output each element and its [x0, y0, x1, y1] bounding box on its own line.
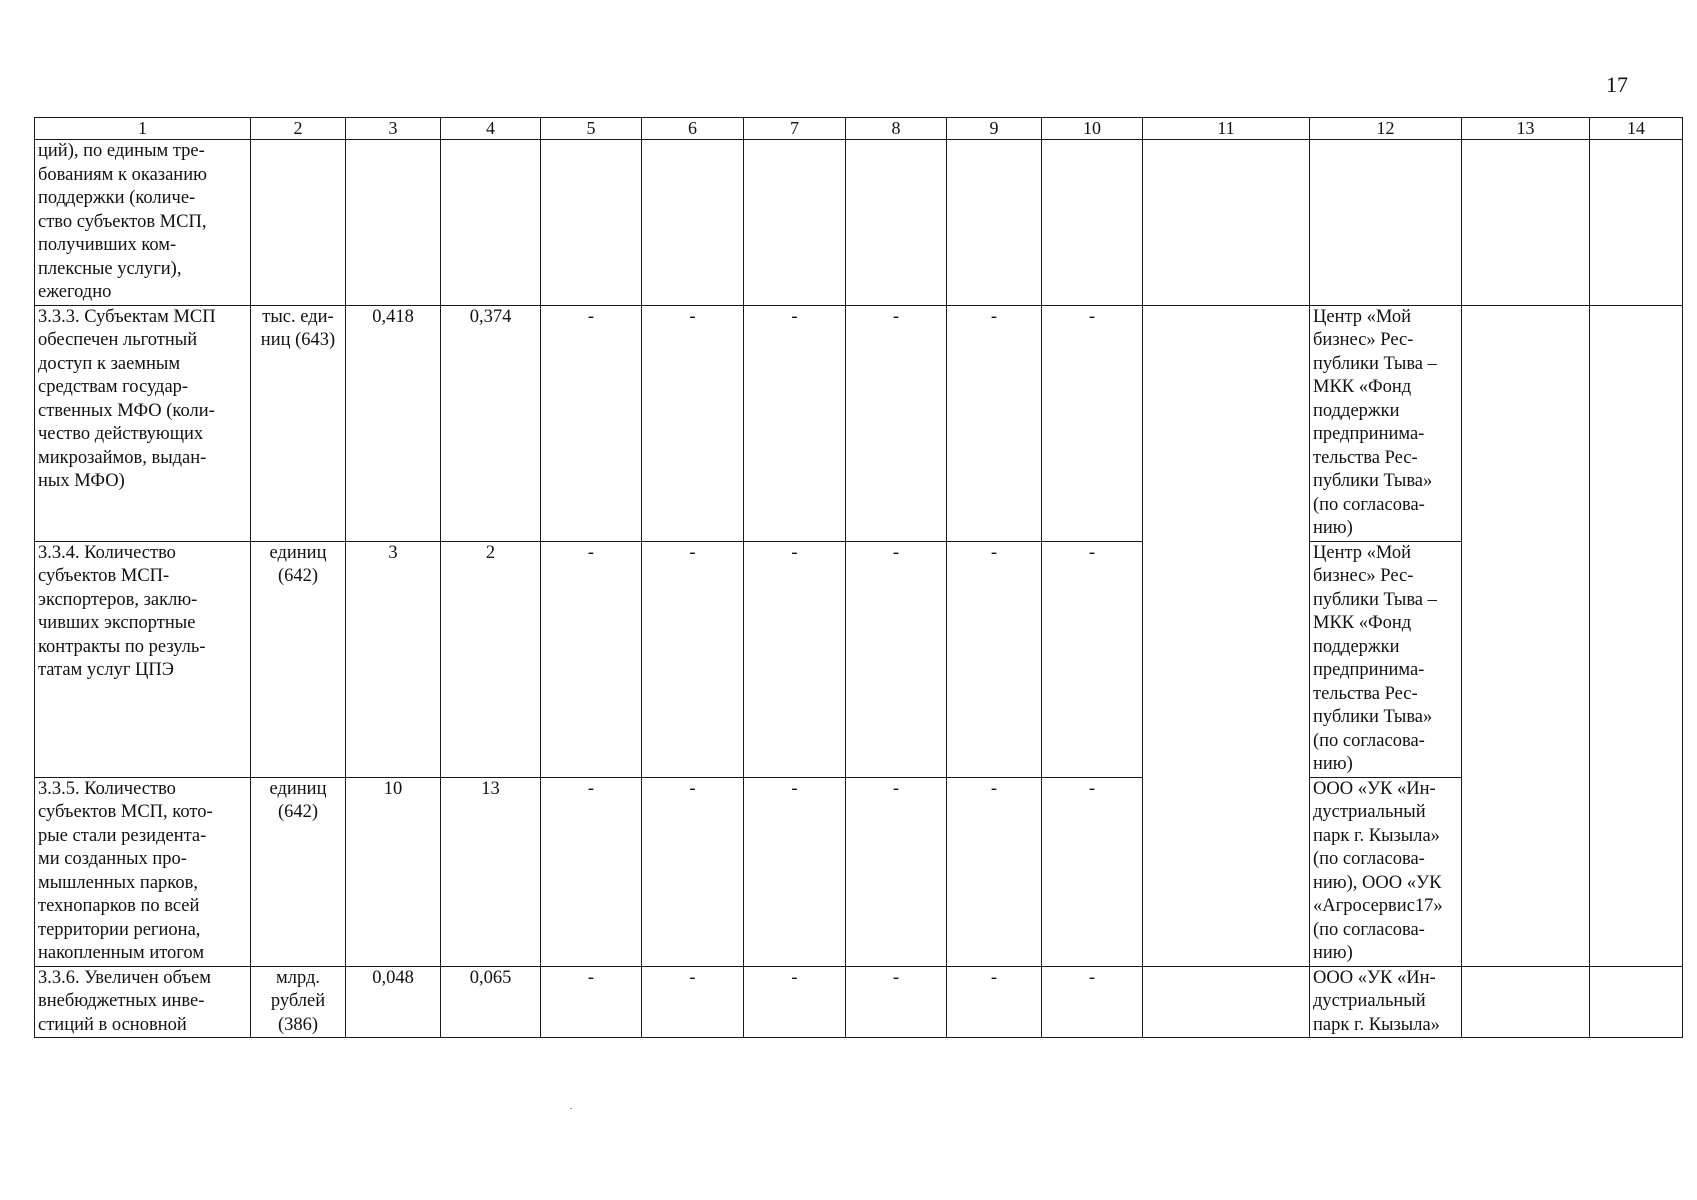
value-col-5: -: [541, 777, 642, 966]
table-row: [35, 140, 1683, 306]
value-col-6: -: [642, 966, 744, 1038]
value-col-7: -: [744, 966, 846, 1038]
value-col-8: -: [846, 541, 947, 777]
value-col-3: 0,418: [346, 305, 441, 541]
value-col-9: -: [947, 541, 1042, 777]
empty-col-13: [1462, 140, 1590, 306]
value-col-3: 3: [346, 541, 441, 777]
indicator-name: 3.3.5. Количество субъектов МСП, кото- рые стали резидента- ми созданных про- мышленных парков, технопарков по всей территории региона, накопленным итогом: [35, 777, 251, 966]
table-row: [35, 966, 1683, 1038]
responsible-cell: Центр «Мой бизнес» Рес- публики Тыва – МКК «Фонд поддержки предпринима- тельства Рес- публики Тыва» (по согласова- нию): [1310, 541, 1462, 777]
empty-col-11: [1143, 140, 1310, 306]
empty-col-11: [1143, 966, 1310, 1038]
indicators-table: [34, 117, 1683, 1038]
column-number: 10: [1042, 118, 1143, 140]
value-col-7: [744, 140, 846, 306]
value-col-9: [947, 140, 1042, 306]
table-row: [35, 541, 1683, 777]
value-col-7: -: [744, 777, 846, 966]
value-col-10: -: [1042, 966, 1143, 1038]
column-number: 14: [1590, 118, 1683, 140]
value-col-6: -: [642, 777, 744, 966]
responsible-cell: Центр «Мой бизнес» Рес- публики Тыва – МКК «Фонд поддержки предпринима- тельства Рес- публики Тыва» (по согласова- нию): [1310, 305, 1462, 541]
column-number: 1: [35, 118, 251, 140]
value-col-5: [541, 140, 642, 306]
column-number: 11: [1143, 118, 1310, 140]
value-col-9: -: [947, 777, 1042, 966]
table-row: [35, 305, 1683, 541]
responsible-cell: ООО «УК «Ин- дустриальный парк г. Кызыла»: [1310, 966, 1462, 1038]
page-number: 17: [1606, 72, 1628, 97]
value-col-3: [346, 140, 441, 306]
column-number: 3: [346, 118, 441, 140]
unit-cell: тыс. еди- ниц (643): [251, 305, 346, 541]
value-col-7: -: [744, 541, 846, 777]
value-col-10: -: [1042, 777, 1143, 966]
responsible-cell: ООО «УК «Ин- дустриальный парк г. Кызыла» (по согласова- нию), ООО «УК «Агросервис17» (по согласова- нию): [1310, 777, 1462, 966]
column-number: 13: [1462, 118, 1590, 140]
value-col-8: -: [846, 305, 947, 541]
empty-col-14: [1590, 140, 1683, 306]
indicator-name: 3.3.3. Субъектам МСП обеспечен льготный доступ к заемным средствам государ- ственных МФО (коли- чество действующих микрозаймов, выдан- ных МФО): [35, 305, 251, 541]
empty-col-13-merged: [1462, 305, 1590, 966]
unit-cell: единиц (642): [251, 541, 346, 777]
value-col-9: -: [947, 305, 1042, 541]
value-col-6: [642, 140, 744, 306]
table-row: [35, 777, 1683, 966]
column-number: 5: [541, 118, 642, 140]
value-col-8: -: [846, 777, 947, 966]
column-number: 6: [642, 118, 744, 140]
indicator-name: 3.3.4. Количество субъектов МСП- экспортеров, заклю- чивших экспортные контракты по резуль- татам услуг ЦПЭ: [35, 541, 251, 777]
column-number-row: [35, 118, 1683, 140]
value-col-4: 0,374: [441, 305, 541, 541]
value-col-3: 0,048: [346, 966, 441, 1038]
empty-col-13: [1462, 966, 1590, 1038]
value-col-4: [441, 140, 541, 306]
value-col-6: -: [642, 541, 744, 777]
responsible-cell: [1310, 140, 1462, 306]
empty-col-14: [1590, 966, 1683, 1038]
empty-col-11-merged: [1143, 305, 1310, 966]
column-number: 7: [744, 118, 846, 140]
column-number: 8: [846, 118, 947, 140]
value-col-4: 0,065: [441, 966, 541, 1038]
column-number: 2: [251, 118, 346, 140]
scan-artifact: [570, 1108, 572, 1109]
value-col-3: 10: [346, 777, 441, 966]
value-col-5: -: [541, 305, 642, 541]
unit-cell: единиц (642): [251, 777, 346, 966]
value-col-7: -: [744, 305, 846, 541]
value-col-10: -: [1042, 541, 1143, 777]
value-col-6: -: [642, 305, 744, 541]
value-col-8: -: [846, 966, 947, 1038]
empty-col-14-merged: [1590, 305, 1683, 966]
value-col-4: 13: [441, 777, 541, 966]
column-number: 9: [947, 118, 1042, 140]
value-col-8: [846, 140, 947, 306]
indicator-name: ций), по единым тре- бованиям к оказанию поддержки (количе- ство субъектов МСП, получивших ком- плексные услуги), ежегодно: [35, 140, 251, 306]
unit-cell: млрд. рублей (386): [251, 966, 346, 1038]
value-col-5: -: [541, 966, 642, 1038]
column-number: 4: [441, 118, 541, 140]
value-col-5: -: [541, 541, 642, 777]
indicator-name: 3.3.6. Увеличен объем внебюджетных инве- стиций в основной: [35, 966, 251, 1038]
value-col-4: 2: [441, 541, 541, 777]
unit-cell: [251, 140, 346, 306]
value-col-10: [1042, 140, 1143, 306]
value-col-9: -: [947, 966, 1042, 1038]
column-number: 12: [1310, 118, 1462, 140]
value-col-10: -: [1042, 305, 1143, 541]
